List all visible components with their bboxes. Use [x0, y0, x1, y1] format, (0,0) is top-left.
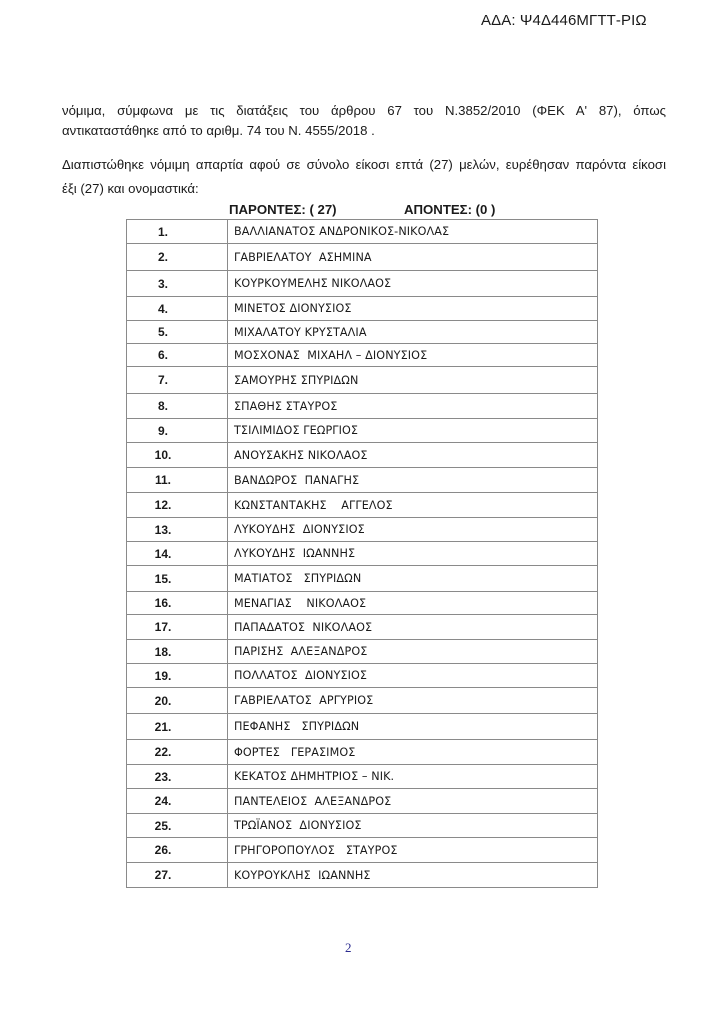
table-row — [127, 664, 598, 688]
table-row — [127, 615, 598, 640]
table-row — [127, 419, 598, 443]
member-number: 6. — [127, 344, 228, 367]
table-row — [127, 244, 598, 271]
member-name: ΛΥΚΟΥΔΗΣ ΙΩΑΝΝΗΣ — [228, 542, 598, 566]
table-row — [127, 297, 598, 321]
member-number: 11. — [127, 468, 228, 493]
table-row — [127, 838, 598, 863]
member-name: ΜΙΝΕΤΟΣ ΔΙΟΝΥΣΙΟΣ — [228, 297, 598, 321]
member-name: ΚΟΥΡΟΥΚΛΗΣ ΙΩΑΝΝΗΣ — [228, 863, 598, 888]
member-name: ΜΑΤΙΑΤΟΣ ΣΠΥΡΙΔΩΝ — [228, 566, 598, 592]
member-number: 4. — [127, 297, 228, 321]
member-name: ΚΩΝΣΤΑΝΤΑΚΗΣ ΑΓΓΕΛΟΣ — [228, 493, 598, 518]
member-name: ΣΠΑΘΗΣ ΣΤΑΥΡΟΣ — [228, 394, 598, 419]
table-row — [127, 789, 598, 814]
member-number: 3. — [127, 271, 228, 297]
table-row — [127, 271, 598, 297]
member-number: 17. — [127, 615, 228, 640]
table-row — [127, 367, 598, 394]
member-number: 25. — [127, 814, 228, 838]
member-name: ΑΝΟΥΣΑΚΗΣ ΝΙΚΟΛΑΟΣ — [228, 443, 598, 468]
page-number: 2 — [345, 940, 352, 955]
member-number: 12. — [127, 493, 228, 518]
table-row — [127, 688, 598, 714]
table-row — [127, 640, 598, 664]
member-number: 10. — [127, 443, 228, 468]
table-row — [127, 592, 598, 615]
member-number: 24. — [127, 789, 228, 814]
member-number: 19. — [127, 664, 228, 688]
ada-identifier: ΑΔΑ: Ψ4Δ446ΜΓΤΤ-ΡΙΩ — [481, 12, 647, 29]
member-number: 21. — [127, 714, 228, 740]
member-number: 7. — [127, 367, 228, 394]
table-row — [127, 493, 598, 518]
member-name: ΚΟΥΡΚΟΥΜΕΛΗΣ ΝΙΚΟΛΑΟΣ — [228, 271, 598, 297]
member-number: 22. — [127, 740, 228, 765]
member-number: 2. — [127, 244, 228, 271]
table-row — [127, 765, 598, 789]
table-row — [127, 863, 598, 888]
table-row — [127, 740, 598, 765]
present-count-label: ΠΑΡΟΝΤΕΣ: ( 27) — [229, 202, 337, 217]
table-row — [127, 394, 598, 419]
member-number: 23. — [127, 765, 228, 789]
table-row — [127, 321, 598, 344]
member-name: ΦΟΡΤΕΣ ΓΕΡΑΣΙΜΟΣ — [228, 740, 598, 765]
member-name: ΛΥΚΟΥΔΗΣ ΔΙΟΝΥΣΙΟΣ — [228, 518, 598, 542]
member-number: 14. — [127, 542, 228, 566]
table-row — [127, 814, 598, 838]
member-number: 18. — [127, 640, 228, 664]
quorum-paragraph — [62, 153, 666, 201]
members-table — [126, 219, 598, 888]
member-name: ΤΣΙΛΙΜΙΔΟΣ ΓΕΩΡΓΙΟΣ — [228, 419, 598, 443]
paragraph-line: αντικαταστάθηκε από το αριθμ. 74 του Ν. 4555/2018 . — [62, 123, 375, 138]
member-number: 27. — [127, 863, 228, 888]
table-row — [127, 220, 598, 244]
table-row — [127, 468, 598, 493]
member-name: ΠΑΝΤΕΛΕΙΟΣ ΑΛΕΞΑΝΔΡΟΣ — [228, 789, 598, 814]
table-row — [127, 566, 598, 592]
member-number: 26. — [127, 838, 228, 863]
member-number: 8. — [127, 394, 228, 419]
member-name: ΒΑΛΛΙΑΝΑΤΟΣ ΑΝΔΡΟΝΙΚΟΣ-ΝΙΚΟΛΑΣ — [228, 220, 598, 244]
member-name: ΠΑΡΙΣΗΣ ΑΛΕΞΑΝΔΡΟΣ — [228, 640, 598, 664]
member-number: 15. — [127, 566, 228, 592]
member-number: 13. — [127, 518, 228, 542]
member-name: ΜΙΧΑΛΑΤΟΥ ΚΡΥΣΤΑΛΙΑ — [228, 321, 598, 344]
member-name: ΓΡΗΓΟΡΟΠΟΥΛΟΣ ΣΤΑΥΡΟΣ — [228, 838, 598, 863]
table-row — [127, 714, 598, 740]
member-name: ΒΑΝΔΩΡΟΣ ΠΑΝΑΓΗΣ — [228, 468, 598, 493]
member-name: ΠΑΠΑΔΑΤΟΣ ΝΙΚΟΛΑΟΣ — [228, 615, 598, 640]
member-name: ΓΑΒΡΙΕΛΑΤΟΥ ΑΣΗΜΙΝΑ — [228, 244, 598, 271]
member-name: ΤΡΩΪΑΝΟΣ ΔΙΟΝΥΣΙΟΣ — [228, 814, 598, 838]
member-name: ΜΕΝΑΓΙΑΣ ΝΙΚΟΛΑΟΣ — [228, 592, 598, 615]
members-table-body — [127, 220, 598, 888]
table-row — [127, 344, 598, 367]
member-name: ΓΑΒΡΙΕΛΑΤΟΣ ΑΡΓΥΡΙΟΣ — [228, 688, 598, 714]
table-row — [127, 443, 598, 468]
legal-basis-paragraph — [62, 101, 666, 141]
member-number: 16. — [127, 592, 228, 615]
table-row — [127, 542, 598, 566]
absent-count-label: ΑΠΟΝΤΕΣ: (0 ) — [404, 202, 496, 217]
member-number: 9. — [127, 419, 228, 443]
member-number: 1. — [127, 220, 228, 244]
member-name: ΣΑΜΟΥΡΗΣ ΣΠΥΡΙΔΩΝ — [228, 367, 598, 394]
member-number: 20. — [127, 688, 228, 714]
member-name: ΚΕΚΑΤΟΣ ΔΗΜΗΤΡΙΟΣ – ΝΙΚ. — [228, 765, 598, 789]
member-name: ΠΟΛΛΑΤΟΣ ΔΙΟΝΥΣΙΟΣ — [228, 664, 598, 688]
paragraph-line: Διαπιστώθηκε νόμιμη απαρτία αφού σε σύνολο είκοσι επτά (27) μελών, ευρέθησαν παρόντα είκοσι — [62, 157, 666, 172]
member-name: ΜΟΣΧΟΝΑΣ ΜΙΧΑΗΛ – ΔΙΟΝΥΣΙΟΣ — [228, 344, 598, 367]
paragraph-line: έξι (27) και ονομαστικά: — [62, 181, 199, 196]
table-row — [127, 518, 598, 542]
member-number: 5. — [127, 321, 228, 344]
member-name: ΠΕΦΑΝΗΣ ΣΠΥΡΙΔΩΝ — [228, 714, 598, 740]
paragraph-line: νόμιμα, σύμφωνα με τις διατάξεις του άρθρου 67 του Ν.3852/2010 (ΦΕΚ Α' 87), όπως — [62, 103, 666, 118]
